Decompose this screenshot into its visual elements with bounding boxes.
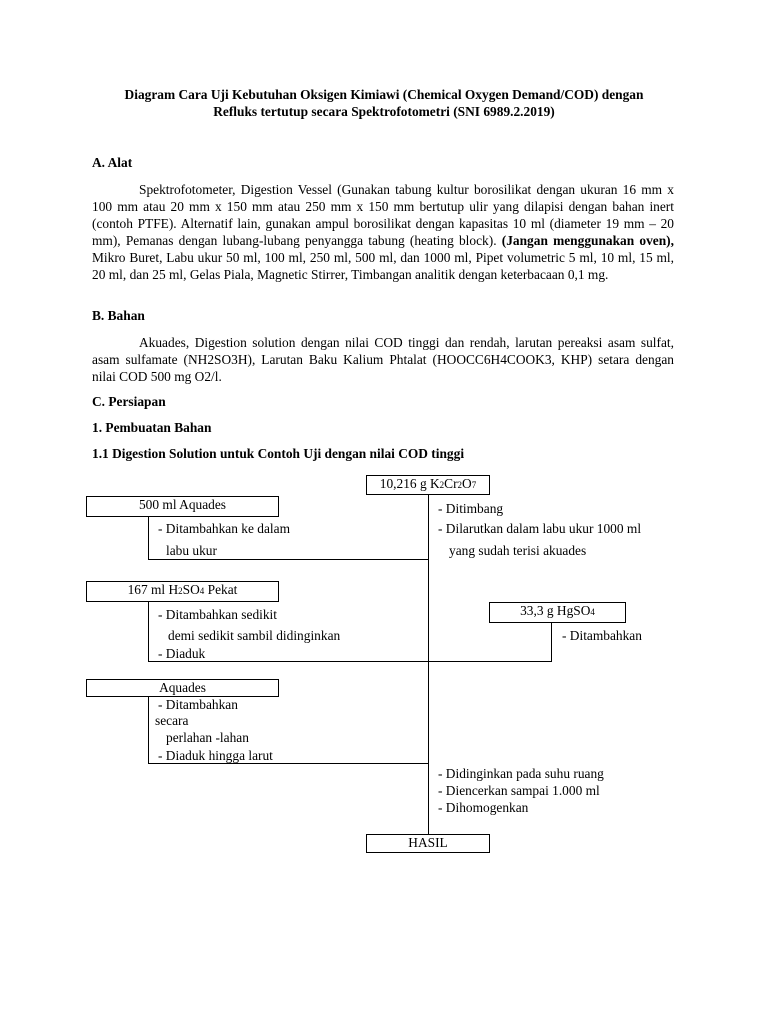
note-diencerkan: - Diencerkan sampai 1.000 ml [438, 783, 600, 798]
paragraph-alat [92, 181, 674, 283]
note-aquades-perlahan: perlahan -lahan [166, 730, 249, 745]
heading-bahan: B. Bahan [92, 308, 145, 323]
note-hgso4-ditambahkan: - Ditambahkan [562, 628, 642, 643]
note-dilarutkan-line-2: yang sudah terisi akuades [449, 543, 587, 558]
heading-persiapan: C. Persiapan [92, 394, 166, 409]
hasil-box: HASIL [366, 834, 490, 853]
aquades-500-box: 500 ml Aquades [86, 496, 279, 517]
document-title [92, 86, 676, 120]
title-line-2: Refluks tertutup secara Spektrofotometri (SNI 6989.2.2019) [213, 104, 555, 119]
main-vertical-line [428, 494, 429, 836]
hgso4-vertical-line [551, 623, 552, 662]
h2so4-box: 167 ml H2SO4 Pekat [86, 581, 279, 602]
k2cr2o7-box: 10,216 g K2Cr2O7 [366, 475, 490, 495]
aquades-500-vertical-line [148, 517, 149, 559]
note-aquades-secara: secara [155, 713, 189, 728]
note-ditambahkan-ke-line-2: labu ukur [166, 543, 217, 558]
note-aquades-ditambahkan: - Ditambahkan [158, 697, 238, 712]
note-diaduk: - Diaduk [158, 646, 206, 661]
aquades-box: Aquades [86, 679, 279, 697]
heading-digestion-solution: 1.1 Digestion Solution untuk Contoh Uji dengan nilai COD tinggi [92, 446, 465, 461]
note-demi-sedikit: demi sedikit sambil didinginkan [168, 628, 341, 643]
note-ditimbang: - Ditimbang [438, 501, 504, 516]
aquades-500-horizontal-line [148, 559, 429, 560]
alat-text-part-1: Spektrofotometer, Digestion Vessel (Gunakan tabung kultur borosilikat dengan ukuran 16 mm x 100 mm atau 20 mm x 150 mm atau 250 mm x 150 mm bertutup ulir yang dilapisi dengan bahan inert (contoh PTFE). Alternatif lain, gunakan ampul borosilikat dengan kapasitas 10 ml (diameter 19 mm – 20 mm), Pemanas dengan lubang-lubang penyangga tabung (heating block). [92, 182, 674, 248]
h2so4-horizontal-line [148, 661, 552, 662]
heading-pembuatan-bahan: 1. Pembuatan Bahan [92, 420, 212, 435]
note-aquades-diaduk: - Diaduk hingga larut [158, 748, 273, 763]
h2so4-vertical-line [148, 602, 149, 662]
hgso4-box: 33,3 g HgSO4 [489, 602, 626, 623]
paragraph-bahan: Akuades, Digestion solution dengan nilai COD tinggi dan rendah, larutan pereaksi asam sulfat, asam sulfamate (NH2SO3H), Larutan Baku Kalium Phtalat (HOOCC6H4COOK3, KHP) setara dengan nilai COD 500 mg O2/l. [92, 335, 674, 384]
note-ditambahkan-ke-line-1: - Ditambahkan ke dalam [158, 521, 290, 536]
alat-text-part-2: Mikro Buret, Labu ukur 50 ml, 100 ml, 250 ml, 500 ml, dan 1000 ml, Pipet volumetric 5 ml, 10 ml, 15 ml, 20 ml, dan 25 ml, Gelas Piala, Magnetic Stirrer, Timbangan analitik dengan keterbacaan 0,1 mg. [92, 250, 674, 282]
note-ditambahkan-sedikit: - Ditambahkan sedikit [158, 607, 277, 622]
alat-text-bold: (Jangan menggunakan oven), [501, 233, 674, 248]
heading-alat: A. Alat [92, 155, 133, 170]
aquades-vertical-line [148, 697, 149, 764]
title-line-1: Diagram Cara Uji Kebutuhan Oksigen Kimiawi (Chemical Oxygen Demand/COD) dengan [124, 87, 644, 102]
note-dilarutkan-line-1: - Dilarutkan dalam labu ukur 1000 ml [438, 521, 642, 536]
note-dihomogenkan: - Dihomogenkan [438, 800, 529, 815]
note-didinginkan: - Didinginkan pada suhu ruang [438, 766, 604, 781]
